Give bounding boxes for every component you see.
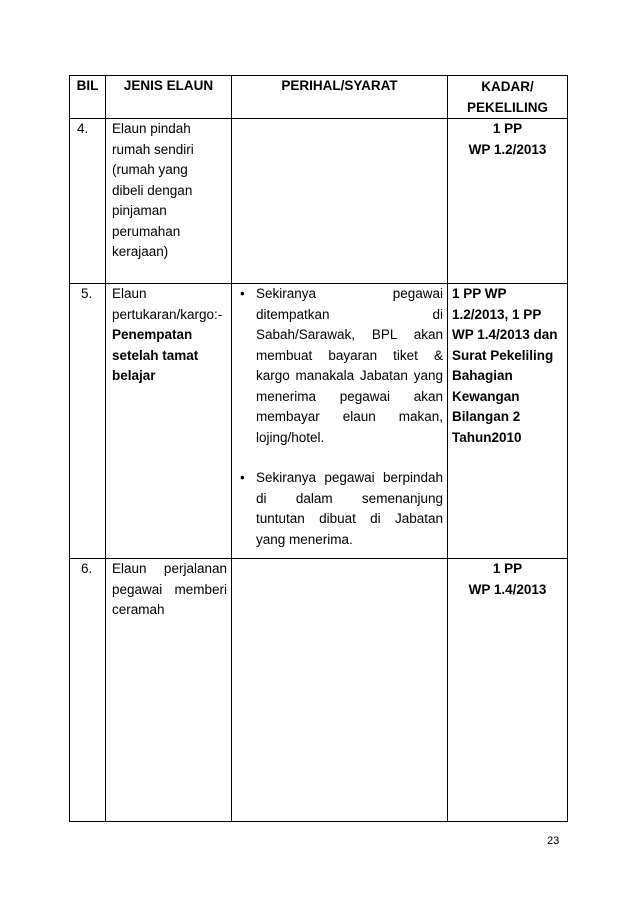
perihal-line: membuat bayaran tiket & [256, 347, 443, 363]
table-row [70, 559, 568, 822]
jenis-line: Elaun pindah [112, 121, 191, 136]
kadar-line: Bahagian [452, 368, 513, 383]
kadar-cell [448, 119, 568, 284]
kadar-line: Kewangan [452, 388, 520, 404]
jenis-line: (rumah yang [112, 162, 188, 177]
perihal-line: lojing/hotel. [256, 429, 325, 445]
perihal-syarat-cell [232, 559, 448, 822]
kadar-line: 1 PP [492, 121, 523, 136]
perihal-bullet-list [232, 284, 447, 550]
kadar-cell [448, 284, 568, 559]
kadar-line: 1 PP WP [452, 286, 507, 301]
bil-cell [70, 284, 106, 559]
jenis-elaun-cell [106, 559, 232, 822]
jenis-line: Elaun perjalanan [112, 561, 227, 576]
header-bil: BIL [70, 76, 106, 119]
header-jenis-elaun: JENIS ELAUN [106, 76, 232, 119]
jenis-line: pegawai memberi [112, 581, 227, 597]
perihal-line: Sekiranya pegawai berpindah [256, 470, 443, 485]
table-row [70, 119, 568, 284]
bil-cell [70, 559, 106, 822]
header-perihal-syarat: PERIHAL/SYARAT [232, 76, 448, 119]
bil-number: 4. [77, 121, 89, 136]
kadar-line: 1 PP [492, 561, 523, 576]
bil-number: 5. [81, 286, 93, 301]
bullet-icon: • [240, 470, 245, 485]
perihal-line: Sekiranya pegawai [256, 286, 443, 301]
kadar-line: Tahun2010 [452, 429, 522, 445]
perihal-line: kargo manakala Jabatan yang [256, 368, 443, 383]
perihal-line: ditempatkan di [256, 306, 443, 322]
kadar-line: WP 1.4/2013 dan [452, 327, 558, 342]
table-row [70, 284, 568, 559]
jenis-line: pinjaman [112, 203, 167, 218]
header-kadar-line2: PEKELILING [466, 100, 548, 115]
perihal-line: membayar elaun makan, [256, 409, 443, 424]
kadar-line: WP 1.2/2013 [468, 141, 547, 157]
jenis-elaun-cell [106, 119, 232, 284]
jenis-line: kerajaan) [112, 244, 169, 259]
perihal-syarat-cell [232, 284, 448, 559]
bullet-icon: • [240, 286, 245, 301]
kadar-line: 1.2/2013, 1 PP [452, 306, 542, 322]
jenis-line: perumahan [112, 223, 181, 239]
perihal-line: di dalam semenanjung [256, 490, 443, 506]
header-kadar-line1: KADAR/ [481, 79, 534, 94]
perihal-bullet-item [232, 284, 447, 448]
bil-cell [70, 119, 106, 284]
jenis-line: dibeli dengan [112, 182, 193, 198]
kadar-line: WP 1.4/2013 [468, 581, 547, 597]
perihal-line: menerima pegawai akan [256, 388, 443, 404]
table-header-row [70, 76, 568, 119]
jenis-line-bold: Penempatan [112, 327, 193, 342]
jenis-line-bold: belajar [112, 368, 156, 383]
kadar-cell [448, 559, 568, 822]
allowance-table [69, 75, 568, 822]
perihal-bullet-item [232, 468, 447, 550]
jenis-line-bold: setelah tamat [112, 347, 199, 363]
bil-number: 6. [81, 561, 93, 576]
kadar-line: Surat Pekeliling [452, 347, 554, 363]
jenis-line: Elaun [112, 286, 147, 301]
kadar-line: Bilangan 2 [452, 409, 521, 424]
jenis-elaun-cell [106, 284, 232, 559]
perihal-syarat-cell [232, 119, 448, 284]
page-number: 23 [547, 835, 560, 847]
jenis-line: ceramah [112, 602, 165, 617]
perihal-line: tuntutan dibuat di Jabatan [256, 511, 443, 526]
jenis-line: rumah sendiri [112, 141, 194, 157]
perihal-line: Sabah/Sarawak, BPL akan [256, 327, 443, 342]
jenis-line: pertukaran/kargo:- [112, 306, 223, 322]
perihal-line: yang menerima. [256, 531, 353, 547]
header-kadar-pekeliling [448, 76, 568, 119]
